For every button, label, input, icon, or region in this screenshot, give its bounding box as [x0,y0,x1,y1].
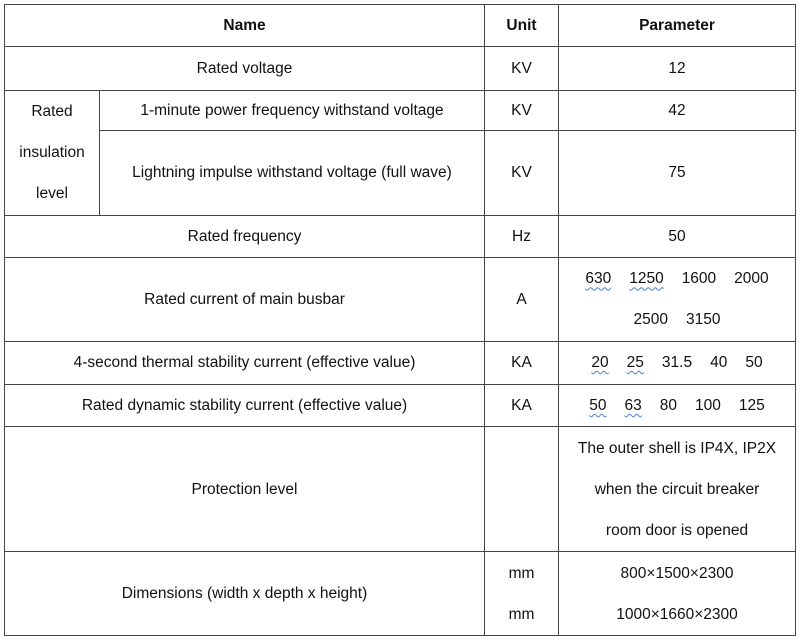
table-row [5,90,796,131]
insulation-label-line: insulation [19,144,85,162]
dimensions-unit: mm [508,564,535,582]
power-frequency-value: 42 [559,90,796,131]
busbar-value: 2500 [633,311,668,329]
rated-frequency-value: 50 [559,215,796,257]
main-busbar-values [559,257,796,341]
main-busbar-name: Rated current of main busbar [5,257,485,341]
insulation-group-label [5,90,100,215]
busbar-values-line [563,299,791,340]
header-name: Name [5,5,485,47]
thermal-value: 31.5 [661,354,693,372]
thermal-value: 20 [591,354,609,372]
busbar-value: 630 [585,270,612,288]
protection-value-line: The outer shell is IP4X, IP2X [577,439,777,457]
dynamic-stability-name: Rated dynamic stability current (effective value) [5,384,485,426]
table-row [5,257,796,341]
busbar-values-line [563,258,791,299]
thermal-value: 40 [710,354,728,372]
lightning-impulse-unit: KV [485,131,559,215]
power-frequency-name: 1-minute power frequency withstand voltage [100,90,485,131]
rated-voltage-name: Rated voltage [5,47,485,90]
table-row [5,47,796,90]
header-row [5,5,796,47]
dimensions-name: Dimensions (width x depth x height) [5,552,485,636]
table-row [5,384,796,426]
dynamic-stability-unit: KA [485,384,559,426]
protection-level-name: Protection level [5,427,485,552]
busbar-value: 2000 [734,270,769,288]
dimensions-units [485,552,559,636]
busbar-value: 3150 [686,311,721,329]
rated-voltage-unit: KV [485,47,559,90]
header-parameter: Parameter [559,5,796,47]
insulation-label-line: Rated [31,103,73,121]
thermal-value: 50 [745,354,763,372]
busbar-value: 1600 [681,270,717,288]
dimensions-value: 800×1500×2300 [620,564,734,582]
dynamic-value: 100 [695,396,721,414]
dimensions-values [559,552,796,636]
thermal-values-line [563,353,791,372]
rated-frequency-name: Rated frequency [5,215,485,257]
busbar-value: 1250 [629,270,664,288]
protection-value-line: when the circuit breaker [594,480,760,498]
rated-voltage-value: 12 [559,47,796,90]
lightning-impulse-name: Lightning impulse withstand voltage (full wave) [100,131,485,215]
table-row [5,131,796,215]
thermal-value: 25 [626,354,644,372]
header-unit: Unit [485,5,559,47]
table-row [5,215,796,257]
protection-value-line: room door is opened [605,521,749,539]
dynamic-values-line [563,396,791,415]
dynamic-value: 63 [624,396,642,414]
dynamic-stability-values [559,384,796,426]
dynamic-value: 80 [659,396,677,414]
dimensions-value: 1000×1660×2300 [616,605,738,623]
thermal-stability-name: 4-second thermal stability current (effective value) [5,341,485,384]
parameter-table [4,4,796,636]
thermal-stability-unit: KA [485,341,559,384]
rated-frequency-unit: Hz [485,215,559,257]
table-row [5,427,796,552]
protection-level-value [559,427,796,552]
thermal-stability-values [559,341,796,384]
lightning-impulse-value: 75 [559,131,796,215]
protection-level-unit [485,427,559,552]
table-row [5,341,796,384]
insulation-label-line: level [36,185,68,203]
table-row [5,552,796,636]
power-frequency-unit: KV [485,90,559,131]
dynamic-value: 125 [738,396,765,414]
dynamic-value: 50 [589,396,607,414]
main-busbar-unit: A [485,257,559,341]
dimensions-unit: mm [508,605,535,623]
